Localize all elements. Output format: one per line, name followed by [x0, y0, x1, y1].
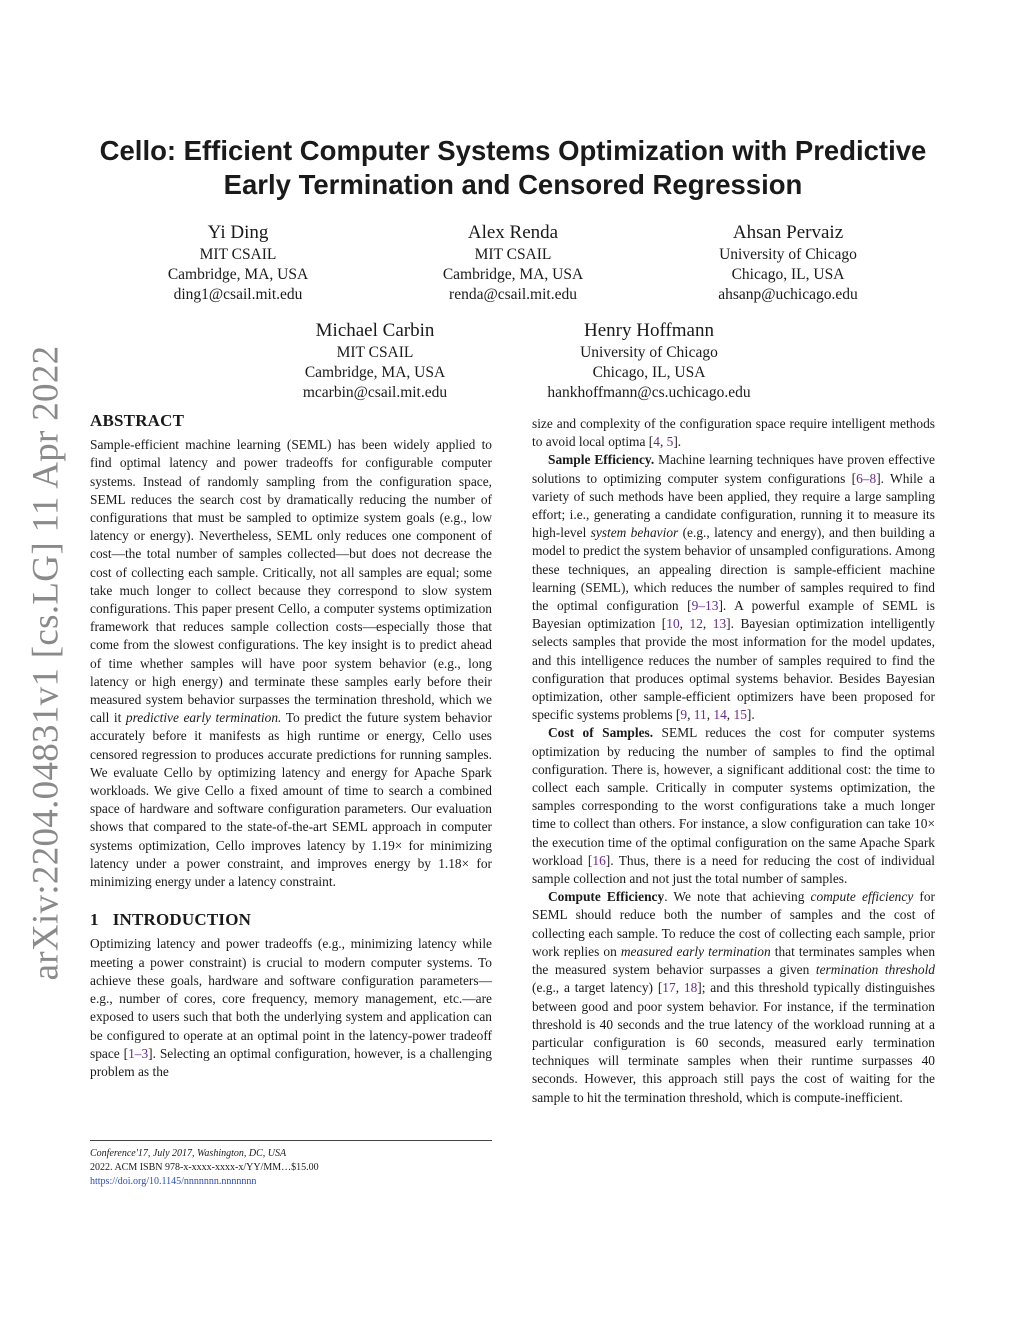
title-line-2: Early Termination and Censored Regression	[223, 169, 803, 200]
citation-range-dash: –	[698, 598, 706, 614]
citation-link[interactable]: 5	[666, 434, 674, 450]
author-email: ding1@csail.mit.edu	[173, 286, 303, 303]
author-block	[529, 318, 769, 403]
citation-link[interactable]: 3	[141, 1045, 149, 1061]
author-block	[688, 220, 888, 305]
body-text: (e.g., latency and energy), and then building a model to predict the system behavior of unsampled configurations. Among these techniques, an appealing direction is sample-efficient machine learning (SEML), which reduces the number of samples required to find the optimal configuration [	[532, 525, 935, 614]
author-block	[413, 220, 613, 305]
intro-paragraph	[90, 935, 492, 1081]
author-affiliation: MIT CSAIL	[336, 344, 414, 361]
arxiv-stamp-text: arXiv:2204.04831v1 [cs.LG] 11 Apr 2022	[25, 345, 67, 980]
run-in-heading: Compute Efficiency	[548, 889, 665, 905]
abstract-text: To predict the future system behavior accurately before it manifests as high runtime or energy, Cello uses censored regression to produces accurate predictions for running samples. We evaluate Cello by optimizing latency and energy for Apache Spark workloads. We give Cello a fixed amount of time to search a combined space of hardware and software configuration parameters. Our evaluation shows that compared to the state-of-the-art SEML approach in computer systems optimization, Cello improves latency by 1.19× for minimizing latency under a power constraint, and improves energy by 1.18× for minimizing energy under a latency constraint.	[90, 710, 492, 890]
paragraph-cost-of-samples	[532, 724, 935, 888]
emphasis: system behavior	[590, 525, 679, 541]
abstract-paragraph	[90, 436, 492, 891]
author-email: ahsanp@uchicago.edu	[718, 286, 858, 303]
paper-title	[80, 134, 946, 202]
title-line-1: Cello: Efficient Computer Systems Optimization with Predictive	[99, 135, 927, 166]
author-email: mcarbin@csail.mit.edu	[302, 384, 448, 401]
citation-link[interactable]: 17	[662, 980, 676, 996]
citation-link[interactable]: 9	[680, 707, 688, 723]
footnote	[90, 1140, 492, 1189]
abstract-heading: ABSTRACT	[90, 411, 185, 430]
paragraph-compute-efficiency	[532, 888, 935, 1106]
body-text: ]. Thus, there is a need for reducing the cost of individual sample collection and not just the total number of samples.	[532, 852, 936, 887]
author-block	[148, 220, 328, 305]
citation-range-dash: –	[862, 470, 870, 486]
emphasis: compute efficiency	[810, 889, 914, 905]
author-email: hankhoffmann@cs.uchicago.edu	[547, 384, 751, 401]
citation-link[interactable]: 9	[691, 598, 699, 614]
body-text: (e.g., a target latency) [	[532, 980, 663, 996]
citation-link[interactable]: 13	[705, 598, 719, 614]
author-affiliation: University of Chicago	[580, 344, 718, 361]
citation-separator: ,	[679, 616, 690, 632]
body-text: . We note that achieving	[664, 889, 811, 905]
body-text: ].	[673, 434, 682, 450]
citation-range-dash: –	[134, 1045, 142, 1061]
citation-separator: ,	[659, 434, 667, 450]
citation-link[interactable]: 1	[128, 1045, 135, 1061]
run-in-heading: Sample Efficiency.	[548, 452, 655, 468]
abstract-emphasis: predictive early termination.	[125, 710, 282, 726]
author-location: Cambridge, MA, USA	[167, 266, 309, 283]
author-location: Cambridge, MA, USA	[442, 266, 584, 283]
citation-separator: ,	[726, 707, 734, 723]
body-text: ].	[746, 707, 755, 723]
author-name: Yi Ding	[207, 222, 269, 243]
citation-separator: ,	[675, 980, 684, 996]
body-text: ]. While a variety of such methods have been applied, they require a large sampling effort; i.e., generating a candidate configuration, running it to measure its high-level	[532, 470, 935, 541]
author-name: Alex Renda	[467, 222, 559, 243]
emphasis: termination threshold	[815, 962, 935, 978]
conference-info: Conference'17, July 2017, Washington, DC, USA	[90, 1148, 287, 1159]
citation-link[interactable]: 10	[666, 616, 680, 632]
arxiv-stamp	[22, 345, 70, 980]
section-title: INTRODUCTION	[112, 910, 252, 930]
citation-link[interactable]: 8	[869, 470, 877, 486]
author-name: Ahsan Pervaiz	[732, 222, 844, 243]
section-number: 1	[90, 910, 99, 930]
author-location: Chicago, IL, USA	[731, 266, 845, 283]
run-in-heading: Cost of Samples.	[548, 725, 654, 741]
body-text: ]; and this threshold typically distinguishes between good and poor system behavior. For instance, if the termination threshold is 40 seconds and the true latency of the workload running at a particular configuration is 60 seconds, measured early termination techniques will terminate samples when their runtime surpasses 40 seconds. However, this approach still pays the cost of waiting for the sample to hit the termination threshold, which is compute-inefficient.	[532, 980, 935, 1105]
emphasis: measured early termination	[620, 943, 771, 959]
body-text: that terminates samples when the measured system behavior surpasses a given	[532, 943, 936, 978]
citation-separator: ,	[706, 707, 714, 723]
body-text: ]. Bayesian optimization intelligently selects samples that provide the most information for the model updates, and this intelligence reduces the number of samples required to find the configuration that produces optimal systems behavior. Besides Bayesian optimization, other sample-efficient optimizers have been proposed for specific systems problems [	[532, 616, 935, 723]
citation-separator: ,	[702, 616, 713, 632]
author-name: Henry Hoffmann	[584, 320, 714, 341]
body-text: for SEML should reduce both the number of samples and the cost of collecting each sample. To reduce the cost of collecting each sample, prior work replies on	[532, 889, 935, 959]
body-text: ]. A powerful example of SEML is Bayesian optimization [	[532, 598, 935, 632]
paragraph-sample-efficiency	[532, 451, 935, 724]
author-name: Michael Carbin	[315, 320, 435, 341]
citation-link[interactable]: 18	[683, 980, 698, 996]
intro-text: Optimizing latency and power tradeoffs (e.g., minimizing latency while meeting a power constraint) is crucial to modern computer systems. To achieve these goals, hardware and software configuration parameters—e.g., number of cores, core frequency, memory management, etc.—are exposed to users such that both the underlying system and application can be configured to operate at an optimal point in the latency-power tradeoff space [	[90, 936, 492, 1061]
author-location: Chicago, IL, USA	[592, 364, 706, 381]
right-column	[532, 415, 935, 1107]
isbn-info: 2022. ACM ISBN 978-x-xxxx-xxxx-x/YY/MM…$15.00	[90, 1162, 319, 1173]
citation-link[interactable]: 4	[653, 434, 660, 450]
citation-separator: ,	[687, 707, 694, 723]
paragraph	[532, 415, 935, 451]
author-affiliation: MIT CSAIL	[474, 246, 552, 263]
abstract-text: Sample-efficient machine learning (SEML) has been widely applied to find optimal latency and power tradeoffs for configurable computer systems. Instead of randomly sampling from the configuration space, SEML reduces the search cost by dramatically reducing the number of configurations that must be sampled to optimize system goals (e.g., low latency or energy). Nevertheless, SEML only reduces one component of cost—the total number of samples collected—but does not decrease the cost of collecting each sample. Critically, not all samples are equal; some take much longer to collect because they correspond to slow system configurations. This paper present Cello, a computer systems optimization framework that reduces sample collection costs—especially those that come from the slowest configurations. The key insight is to predict ahead of time whether samples will have poor system behavior (e.g., long latency or high energy) and terminate these samples early before their measured system behavior surpasses the termination threshold, which we call it	[90, 437, 492, 726]
author-affiliation: MIT CSAIL	[199, 246, 277, 263]
author-location: Cambridge, MA, USA	[304, 364, 446, 381]
citation-link[interactable]: 11	[693, 707, 707, 723]
intro-text: ]. Selecting an optimal configuration, however, is a challenging problem as the	[90, 1045, 492, 1079]
citation-link[interactable]: 12	[689, 616, 703, 632]
citation-link[interactable]: 13	[712, 616, 727, 632]
doi-link[interactable]: https://doi.org/10.1145/nnnnnnn.nnnnnnn	[90, 1176, 257, 1187]
body-text: SEML reduces the cost for computer systems optimization by reducing the number of samples to find the optimal configuration. There is, however, a significant additional cost: the time to collect each sample. Critically in computer systems optimization, the samples corresponding to the worst configurations take a much longer time to collect than others. For instance, a slow configuration can take 10× the execution time of the optimal configuration on the same Apache Spark workload [	[532, 725, 935, 868]
citation-link[interactable]: 15	[733, 707, 747, 723]
author-email: renda@csail.mit.edu	[449, 286, 577, 303]
body-text: Machine learning techniques have proven effective solutions to optimizing computer system configurations [	[532, 452, 935, 486]
left-column	[90, 412, 492, 1081]
intro-heading	[90, 911, 492, 929]
author-block	[275, 318, 475, 403]
citation-link[interactable]: 16	[592, 852, 606, 868]
body-text: size and complexity of the configuration space require intelligent methods to avoid local optima [	[532, 416, 935, 450]
citation-link[interactable]: 14	[713, 707, 727, 723]
author-affiliation: University of Chicago	[719, 246, 857, 263]
citation-link[interactable]: 6	[856, 470, 863, 486]
